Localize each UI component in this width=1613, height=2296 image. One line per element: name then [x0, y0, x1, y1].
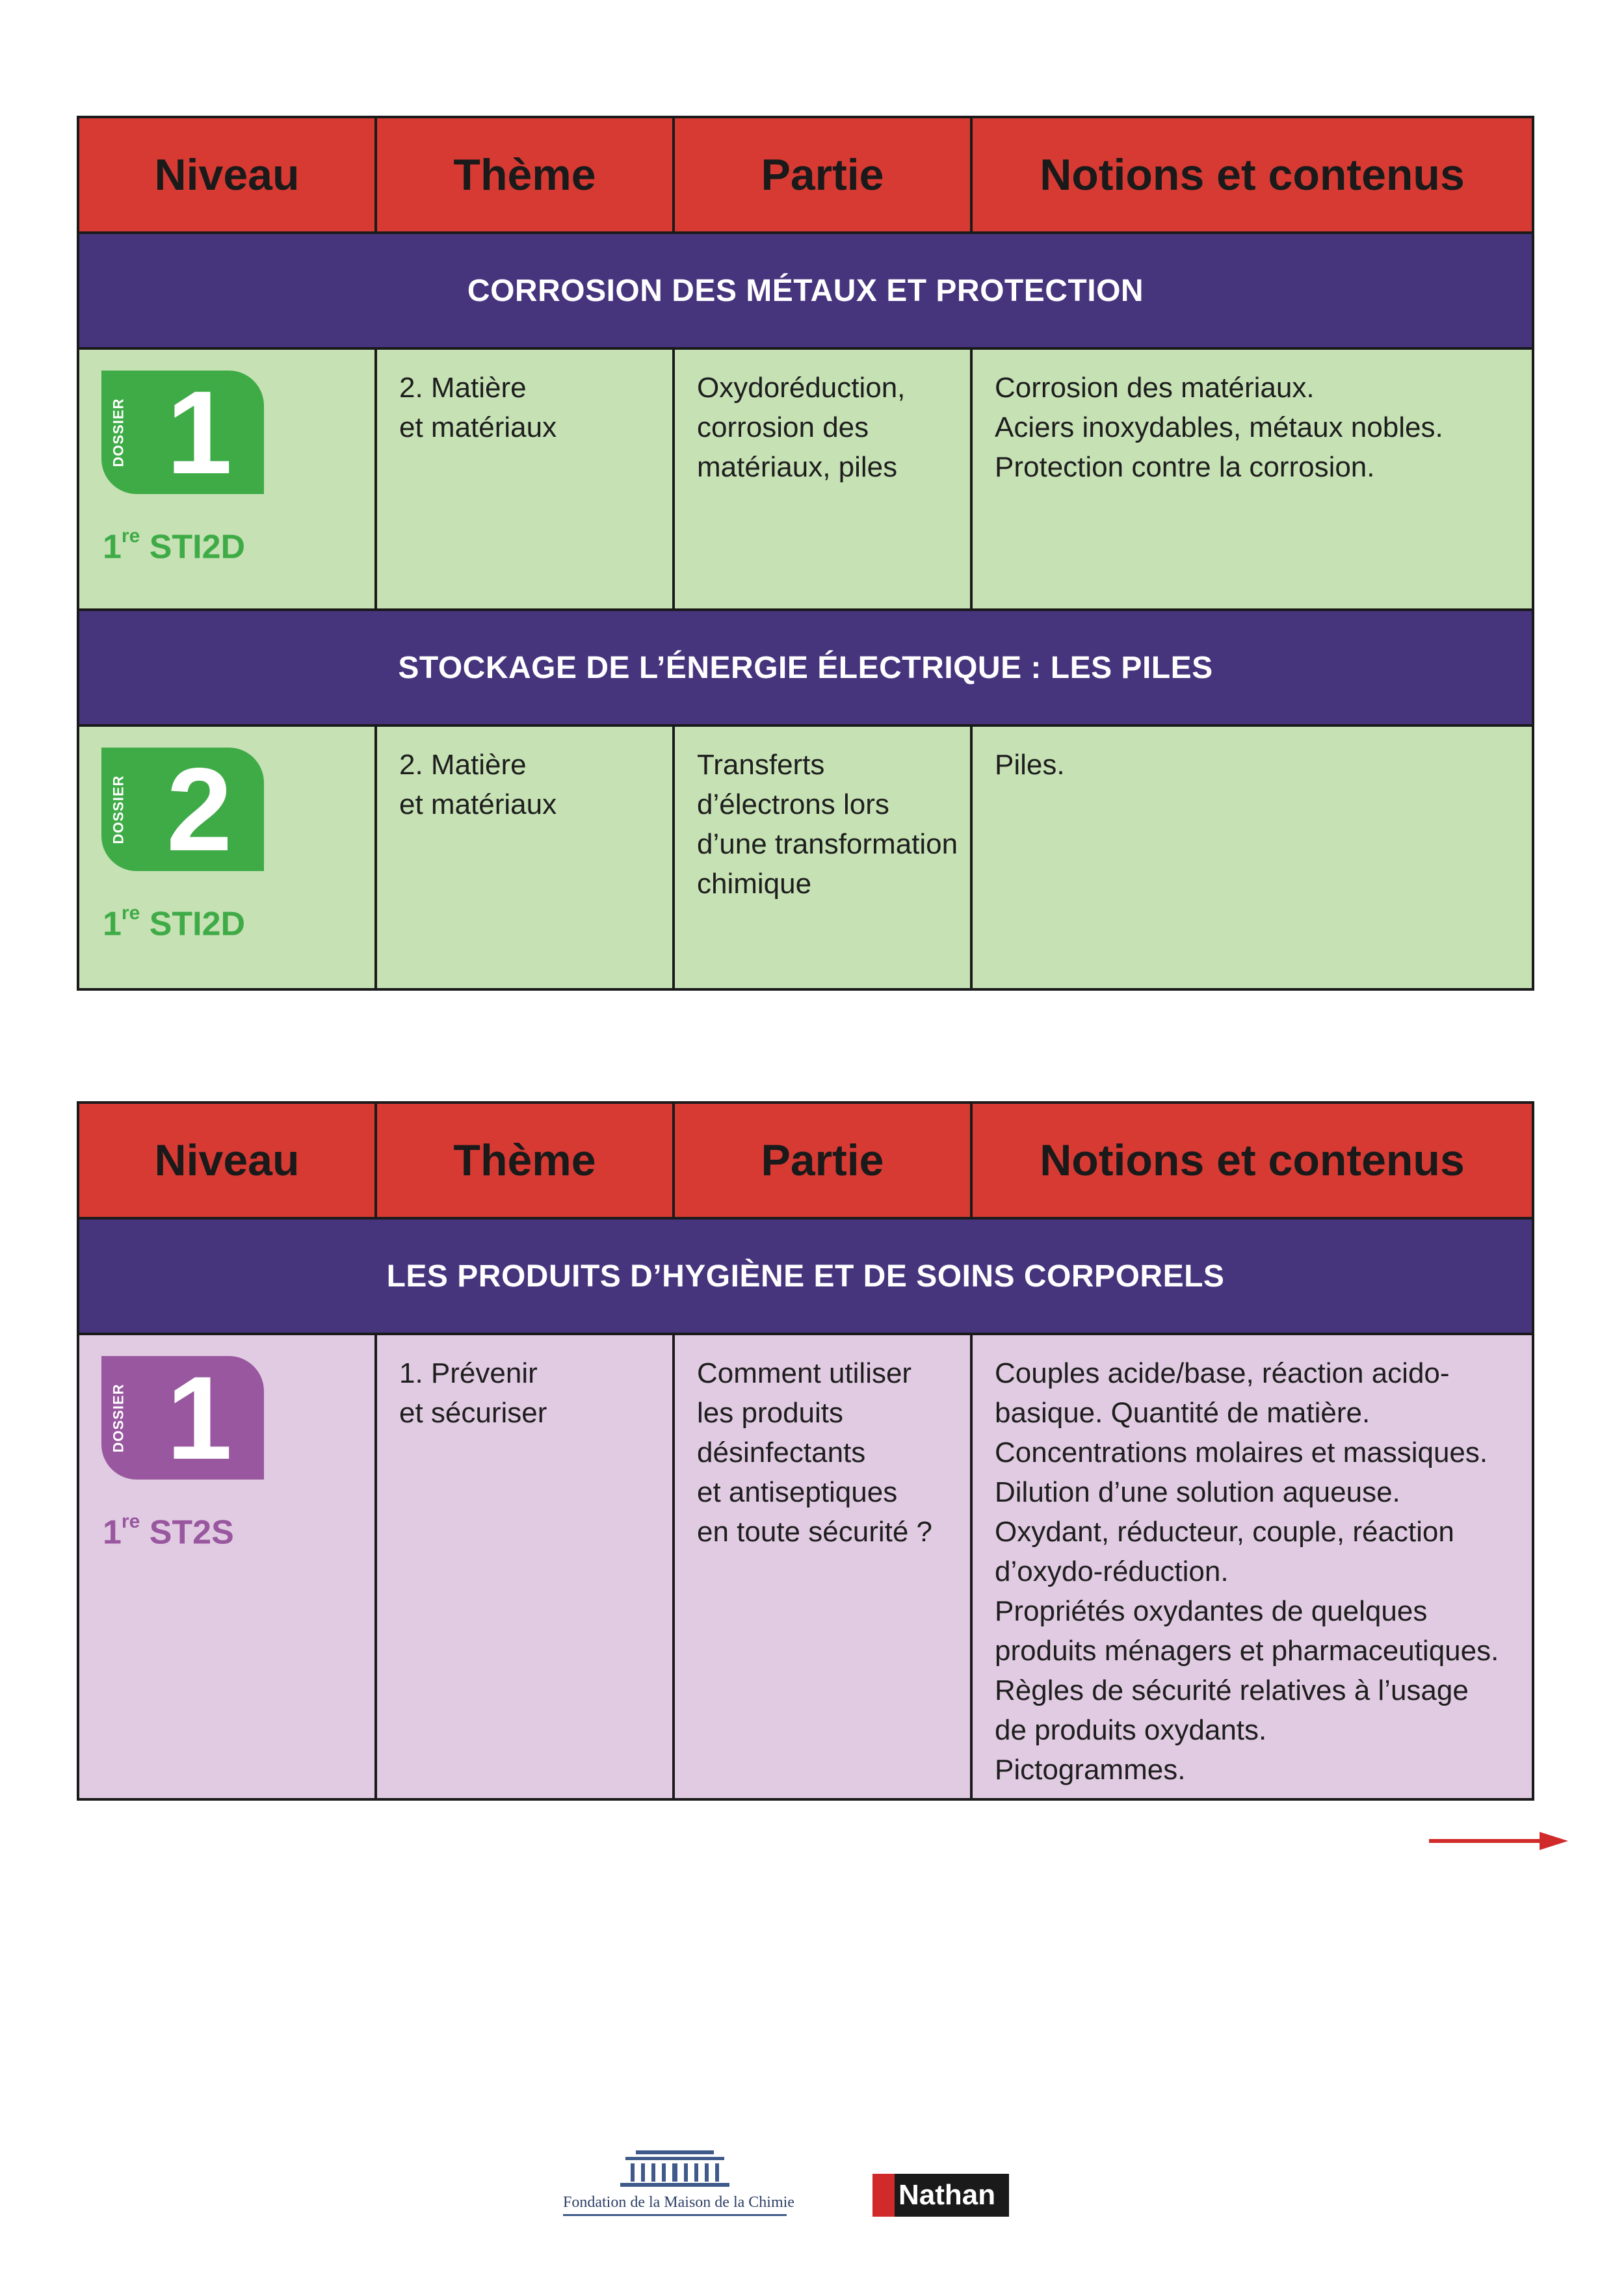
notion-line: Protection contre la corrosion. — [995, 451, 1375, 483]
nathan-text: Nathan — [898, 2179, 996, 2211]
theme-line: et matériaux — [399, 411, 557, 443]
partie-line: d’une transformation — [697, 828, 958, 860]
section-title: STOCKAGE DE L’ÉNERGIE ÉLECTRIQUE : LES PILES — [79, 611, 1532, 727]
notion-line: de produits oxydants. — [995, 1714, 1267, 1746]
partie-line: Comment utiliser — [697, 1357, 912, 1389]
header-niveau: Niveau — [79, 118, 377, 231]
partie-line: les produits — [697, 1397, 844, 1429]
partie-line: et antiseptiques — [697, 1476, 898, 1508]
dossier-badge — [101, 366, 264, 499]
level-prefix: 1 — [103, 528, 122, 566]
notion-line: Propriétés oxydantes de quelques — [995, 1595, 1428, 1627]
dossier-number: 2 — [166, 743, 233, 876]
header-notions: Notions et contenus — [1040, 150, 1465, 200]
dossier-number: 1 — [166, 366, 233, 499]
theme-line: 1. Prévenir — [399, 1357, 538, 1389]
building-icon — [563, 2145, 787, 2191]
level-suffix: STI2D — [149, 905, 246, 943]
notion-line: Dilution d’une solution aqueuse. — [995, 1476, 1400, 1508]
level-label — [103, 897, 245, 944]
section-title: LES PRODUITS D’HYGIÈNE ET DE SOINS CORPORELS — [79, 1220, 1532, 1335]
partie-cell — [675, 350, 973, 608]
table-header-row — [79, 118, 1532, 234]
header-notions: Notions et contenus — [1040, 1136, 1465, 1185]
header-niveau: Niveau — [79, 1104, 377, 1217]
partie-line: Oxydoréduction, — [697, 372, 906, 404]
theme-cell — [377, 350, 675, 608]
notions-cell — [973, 1335, 1532, 1798]
theme-line: et matériaux — [399, 789, 557, 820]
level-sup: re — [121, 902, 140, 924]
niveau-cell — [79, 1335, 377, 1798]
level-suffix: ST2S — [149, 1513, 234, 1552]
theme-line: et sécuriser — [399, 1397, 547, 1429]
notion-line: basique. Quantité de matière. — [995, 1397, 1370, 1429]
notions-cell — [973, 350, 1532, 608]
partie-line: désinfectants — [697, 1437, 866, 1468]
table-row — [79, 727, 1532, 988]
level-sup: re — [121, 1511, 140, 1532]
notion-line: Règles de sécurité relatives à l’usage — [995, 1675, 1469, 1706]
partie-line: corrosion des — [697, 411, 869, 443]
notions-cell — [973, 727, 1532, 988]
dossier-number: 1 — [166, 1351, 233, 1484]
level-prefix: 1 — [103, 905, 122, 943]
nathan-logo — [872, 2174, 1009, 2217]
dossier-badge — [101, 743, 264, 876]
notion-line: d’oxydo-réduction. — [995, 1556, 1229, 1587]
partie-line: d’électrons lors — [697, 789, 889, 820]
theme-line: 2. Matière — [399, 749, 527, 781]
dossier-badge — [101, 1351, 264, 1484]
level-prefix: 1 — [103, 1513, 122, 1552]
notion-line: Concentrations molaires et massiques. — [995, 1437, 1488, 1468]
partie-line: matériaux, piles — [697, 451, 898, 483]
niveau-cell — [79, 727, 377, 988]
notion-line: Corrosion des matériaux. — [995, 372, 1315, 404]
level-suffix: STI2D — [149, 528, 246, 566]
level-label — [103, 1506, 234, 1552]
dossier-label: DOSSIER — [110, 397, 127, 467]
table-row — [79, 1335, 1532, 1798]
table-row — [79, 350, 1532, 611]
partie-line: Transferts — [697, 749, 825, 781]
niveau-cell — [79, 350, 377, 608]
header-theme: Thème — [377, 118, 675, 231]
program-table-1 — [77, 116, 1534, 991]
partie-cell — [675, 1335, 973, 1798]
partie-cell — [675, 727, 973, 988]
notion-line: produits ménagers et pharmaceutiques. — [995, 1635, 1499, 1667]
table-header-row — [79, 1104, 1532, 1220]
notion-line: Piles. — [995, 749, 1065, 781]
section-title: CORROSION DES MÉTAUX ET PROTECTION — [79, 234, 1532, 350]
level-label — [103, 520, 245, 567]
header-partie: Partie — [675, 1104, 973, 1217]
notion-line: Aciers inoxydables, métaux nobles. — [995, 411, 1443, 443]
partie-line: en toute sécurité ? — [697, 1516, 933, 1548]
level-sup: re — [121, 525, 140, 547]
theme-line: 2. Matière — [399, 372, 527, 404]
nathan-mark-icon — [872, 2174, 895, 2217]
notion-line: Couples acide/base, réaction acido- — [995, 1357, 1450, 1389]
program-table-2 — [77, 1101, 1534, 1801]
header-partie: Partie — [675, 118, 973, 231]
theme-cell — [377, 727, 675, 988]
notion-line: Oxydant, réducteur, couple, réaction — [995, 1516, 1454, 1548]
notion-line: Pictogrammes. — [995, 1754, 1186, 1786]
theme-cell — [377, 1335, 675, 1798]
header-theme: Thème — [377, 1104, 675, 1217]
dossier-label: DOSSIER — [110, 774, 127, 844]
partie-line: chimique — [697, 868, 812, 900]
fondation-text: Fondation de la Maison de la Chimie — [563, 2194, 787, 2216]
dossier-label: DOSSIER — [110, 1383, 127, 1453]
fondation-logo — [563, 2145, 794, 2216]
arrow-right-icon[interactable] — [1429, 1827, 1572, 1853]
